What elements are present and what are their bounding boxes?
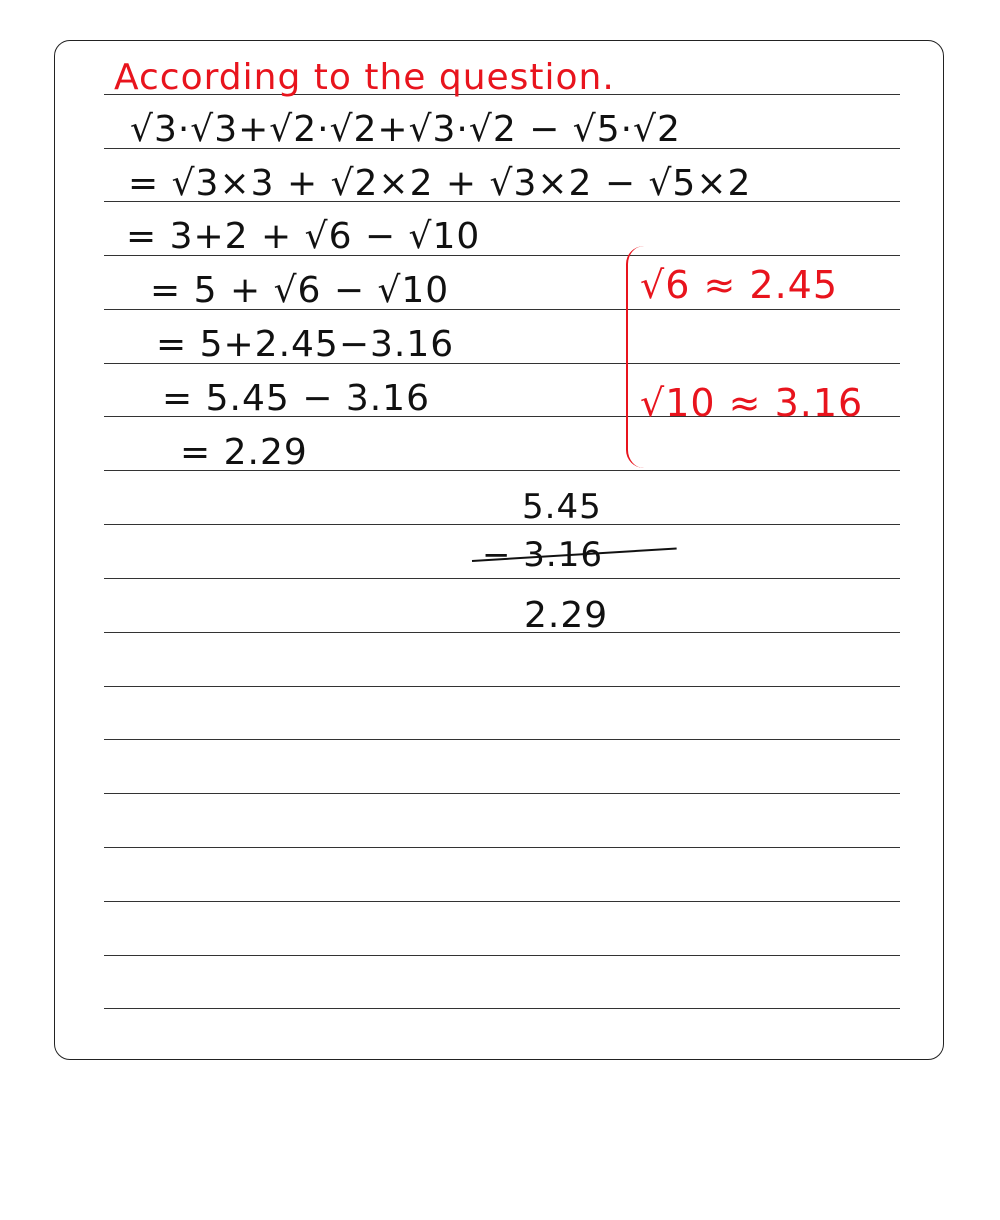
work-line-2: = √3×3 + √2×2 + √3×2 − √5×2: [128, 163, 752, 204]
work-line-7: = 2.29: [180, 432, 308, 473]
heading: According to the question.: [114, 57, 615, 98]
column-subtrahend: − 3.16: [482, 535, 603, 575]
ruled-line: [104, 901, 900, 902]
ruled-line: [104, 955, 900, 956]
ruled-line: [104, 847, 900, 848]
work-line-4: = 5 + √6 − √10: [150, 270, 450, 311]
work-line-6: = 5.45 − 3.16: [162, 378, 430, 419]
side-note-sqrt10: √10 ≈ 3.16: [640, 381, 864, 425]
ruled-line: [104, 524, 900, 525]
ruled-line: [104, 1008, 900, 1009]
ruled-line: [104, 578, 900, 579]
column-result: 2.29: [524, 595, 609, 636]
work-line-5: = 5+2.45−3.16: [156, 324, 455, 365]
column-top-number: 5.45: [522, 487, 602, 527]
side-note-sqrt6: √6 ≈ 2.45: [640, 263, 838, 307]
ruled-line: [104, 793, 900, 794]
ruled-line: [104, 739, 900, 740]
ruled-line: [104, 686, 900, 687]
work-line-1: √3·√3+√2·√2+√3·√2 − √5·√2: [130, 109, 681, 150]
ruled-line: [104, 632, 900, 633]
work-line-3: = 3+2 + √6 − √10: [126, 216, 481, 257]
